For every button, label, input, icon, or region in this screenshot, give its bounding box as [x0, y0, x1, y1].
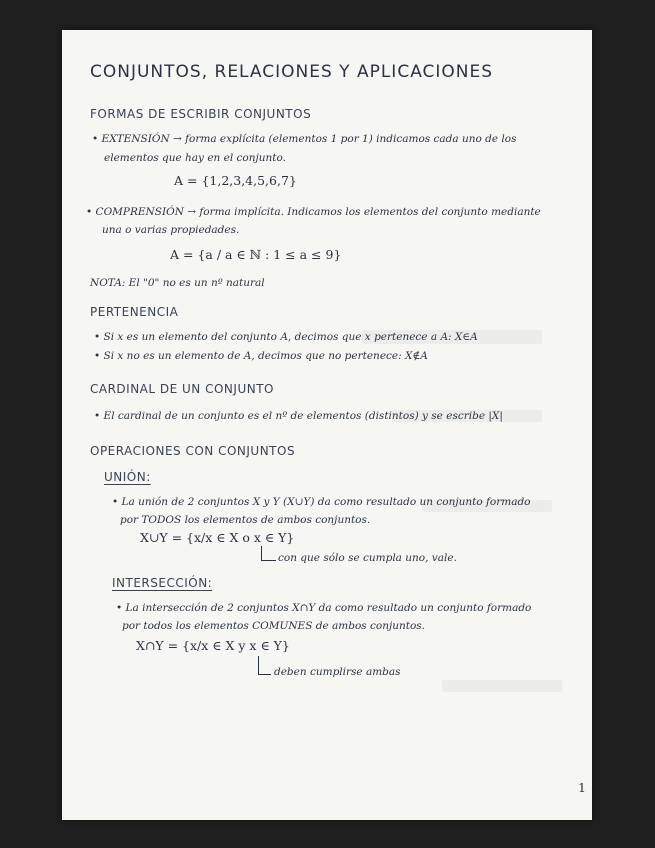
- union-note-arrow: [261, 546, 276, 561]
- bleed-through-mark: [442, 680, 562, 692]
- cardinal-line-1: • El cardinal de un conjunto es el nº de elementos (distintos) y se escribe |X|: [94, 410, 503, 422]
- page-number: 1: [578, 780, 586, 795]
- union-line-2: por TODOS los elementos de ambos conjuntos.: [120, 514, 371, 526]
- interseccion-line-1: • La intersección de 2 conjuntos X∩Y da como resultado un conjunto formado: [116, 602, 532, 614]
- union-formula: X∪Y = {x/x ∈ X o x ∈ Y}: [140, 530, 295, 545]
- interseccion-note: deben cumplirse ambas: [274, 666, 401, 678]
- pertenencia-line-2: • Si x no es un elemento de A, decimos que no pertenece: X∉A: [94, 350, 428, 362]
- comprension-line-1: • COMPRENSIÓN → forma implícita. Indicamos los elementos del conjunto mediante: [86, 206, 541, 218]
- subheading-union: UNIÓN:: [104, 470, 151, 484]
- notebook-page: [62, 30, 592, 820]
- interseccion-line-2: por todos los elementos COMUNES de ambos conjuntos.: [122, 620, 425, 632]
- section-heading-cardinal: CARDINAL DE UN CONJUNTO: [90, 382, 274, 396]
- extension-line-1: • EXTENSIÓN → forma explícita (elementos 1 por 1) indicamos cada uno de los: [92, 133, 517, 145]
- pertenencia-line-1: • Si x es un elemento del conjunto A, decimos que x pertenece a A: X∈A: [94, 331, 478, 343]
- page-title: CONJUNTOS, RELACIONES Y APLICACIONES: [90, 62, 494, 82]
- interseccion-formula: X∩Y = {x/x ∈ X y x ∈ Y}: [136, 638, 290, 653]
- extension-line-2: elementos que hay en el conjunto.: [104, 152, 286, 164]
- section-heading-operaciones: OPERACIONES CON CONJUNTOS: [90, 444, 296, 458]
- comprension-line-2: una o varias propiedades.: [102, 224, 240, 236]
- union-line-1: • La unión de 2 conjuntos X y Y (X∪Y) da como resultado un conjunto formado: [112, 496, 531, 508]
- nota-text: NOTA: El "0" no es un nº natural: [90, 277, 265, 289]
- subheading-interseccion: INTERSECCIÓN:: [112, 576, 213, 590]
- section-heading-formas: FORMAS DE ESCRIBIR CONJUNTOS: [90, 107, 312, 121]
- interseccion-note-arrow: [258, 656, 271, 675]
- comprension-formula: A = {a / a ∈ ℕ : 1 ≤ a ≤ 9}: [170, 247, 342, 262]
- union-note: con que sólo se cumpla uno, vale.: [278, 552, 457, 564]
- section-heading-pertenencia: PERTENENCIA: [90, 305, 179, 319]
- extension-formula: A = {1,2,3,4,5,6,7}: [174, 173, 297, 188]
